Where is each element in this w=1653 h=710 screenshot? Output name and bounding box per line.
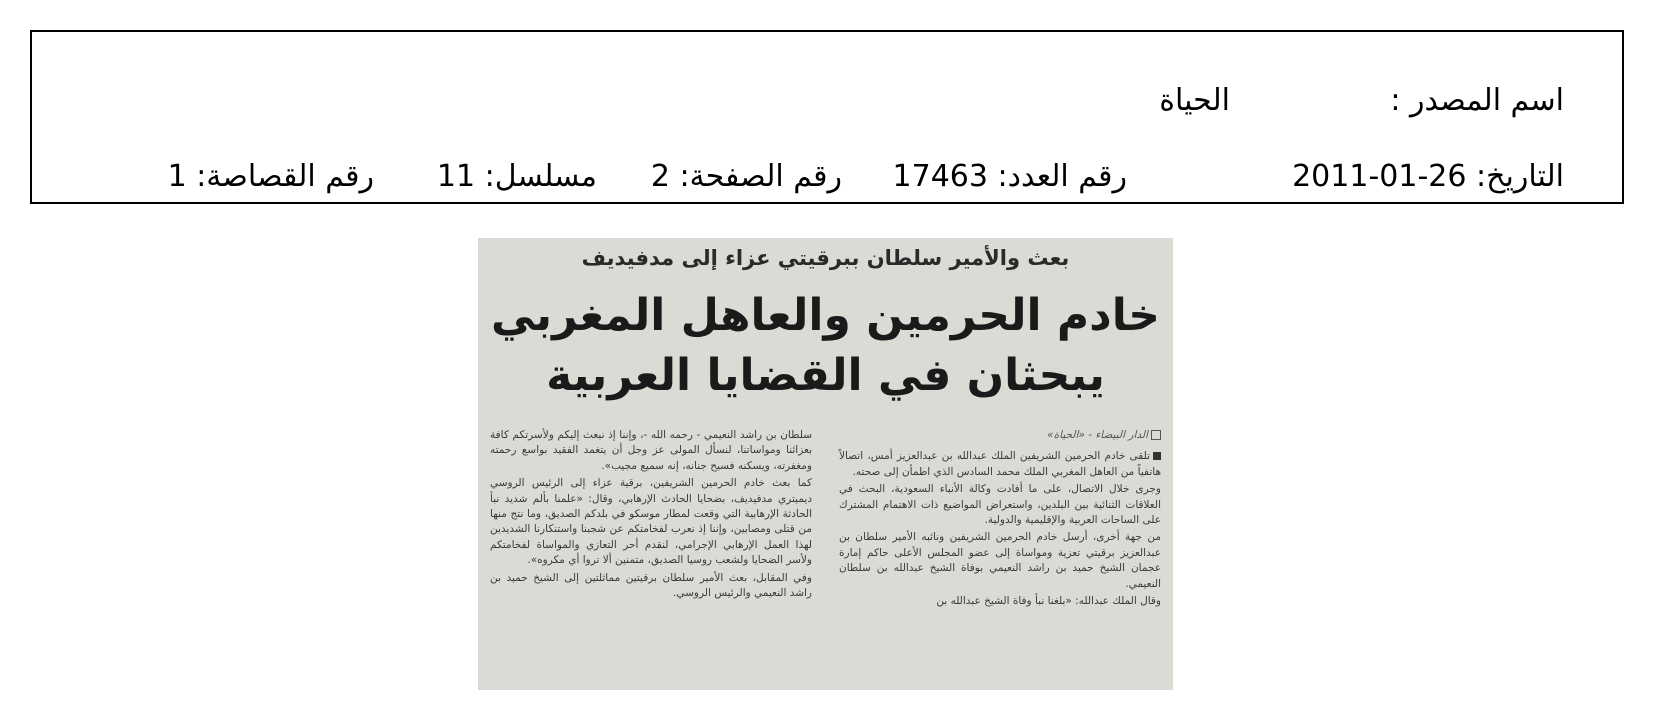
source-name: الحياة	[1159, 83, 1230, 118]
newspaper-clipping	[478, 238, 1173, 690]
serial-field: مسلسل: 11	[436, 159, 597, 194]
paragraph-text: تلقى خادم الحرمين الشريفين الملك عبدالله بن عبدالعزيز أمس، اتصالاً هاتفياً من العاهل المغربي الملك محمد السادس الذي اطمأن إلى صحته.	[839, 450, 1161, 478]
source-metadata-box	[30, 30, 1624, 204]
paragraph-marker-icon	[1153, 452, 1161, 460]
headline-line-2: يبحثان في القضايا العربية	[546, 350, 1105, 401]
paragraph: وفي المقابل، بعث الأمير سلطان برقيتين مماثلتين إلى الشيخ حميد بن راشد النعيمي والرئيس الروسي.	[490, 571, 812, 600]
paragraph: كما بعث خادم الحرمين الشريفين، برقية عزاء إلى الرئيس الروسي ديميتري مدفيديف، بضحايا الحادث الإرهابي، وقال: «علمنا بألم شديد نبأ الحادثة الإرهابية التي وقعت لمطار موسكو في بلدكم الصديق، وما نتج منها من قتلى ومصابين، وإننا إذ نعرب لفخامتكم عن شجبنا واستنكارنا الشديدين لهذا العمل الإرهابي الإجرامي، لنقدم أحر التعازي والمواساة لفخامتكم ولأسر الضحايا ولشعب روسيا الصديق، متمنين ألا تروا أي مكروه».	[490, 477, 812, 567]
date-field: التاريخ: 26-01-2011	[1292, 159, 1564, 194]
clipping-number-field: رقم القصاصة: 1	[167, 159, 374, 194]
article-column-right	[839, 428, 1161, 611]
article-kicker: بعث والأمير سلطان ببرقيتي عزاء إلى مدفيديف	[581, 246, 1070, 270]
source-label: اسم المصدر :	[1390, 83, 1564, 118]
paragraph	[839, 449, 1161, 480]
page-number-field: رقم الصفحة: 2	[650, 159, 842, 194]
paragraph: سلطان بن راشد النعيمي - رحمه الله -، وإننا إذ نبعث إليكم ولأسرتكم كافة بعزائنا ومواساتنا، لنسأل المولى عز وجل أن يتغمد الفقيد بواسع رحمته ومغفرته، ويسكنه فسيح جنانه، إنه سميع مجيب».	[490, 429, 812, 472]
article-column-left	[490, 428, 812, 603]
issue-number-field: رقم العدد: 17463	[892, 159, 1127, 194]
paragraph: وجرى خلال الاتصال، على ما أفادت وكالة الأنباء السعودية، البحث في العلاقات الثنائية بين البلدين، واستعراض المواضيع ذات الاهتمام المشترك على الساحات العربية والإقليمية والدولية.	[839, 483, 1161, 527]
paragraph: وقال الملك عبدالله: «بلغنا نبأ وفاة الشيخ عبدالله بن	[936, 595, 1161, 608]
dateline-marker-icon	[1151, 430, 1161, 440]
dateline	[839, 428, 1161, 443]
paragraph: من جهة أخرى، أرسل خادم الحرمين الشريفين ونائبه الأمير سلطان بن عبدالعزيز برقيتي تعزية ومواساة إلى عضو المجلس الأعلى حاكم إمارة عجمان الشيخ حميد بن راشد النعيمي بوفاة الشيخ عبدالله بن سلطان النعيمي.	[839, 531, 1161, 590]
dateline-text: الدار البيضاء - «الحياة»	[1047, 429, 1148, 441]
headline-line-1: خادم الحرمين والعاهل المغربي	[491, 290, 1160, 341]
